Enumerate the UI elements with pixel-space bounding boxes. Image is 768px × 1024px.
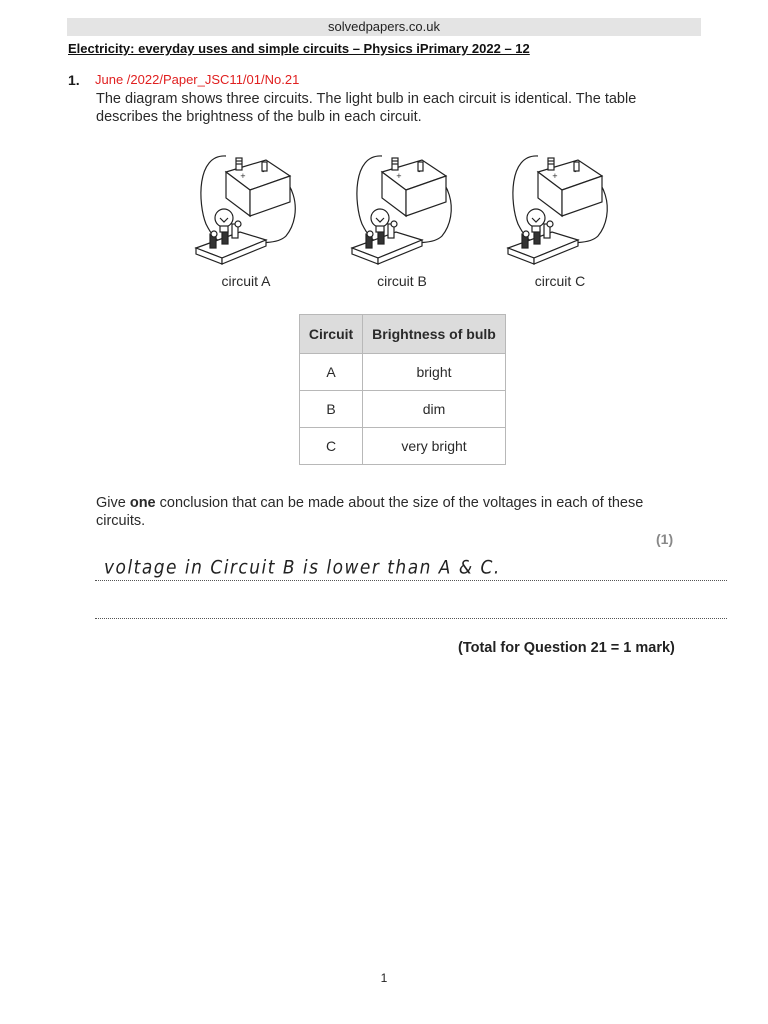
circuit-b-label: circuit B bbox=[377, 273, 427, 289]
table-row bbox=[300, 391, 506, 428]
handwritten-answer: voltage in Circuit B is lower than A & C. bbox=[104, 557, 501, 579]
circuit-a-drawing bbox=[196, 156, 295, 264]
question-total: (Total for Question 21 = 1 mark) bbox=[458, 640, 675, 656]
cell-circuit: C bbox=[300, 428, 363, 465]
question-stem: The diagram shows three circuits. The light bulb in each circuit is identical. The table describes the brightness of the bulb in each circuit. bbox=[96, 91, 637, 125]
site-banner: solvedpapers.co.uk bbox=[67, 18, 701, 36]
cell-brightness: very bright bbox=[363, 428, 506, 465]
cell-circuit: A bbox=[300, 354, 363, 391]
prompt-text-after: conclusion that can be made about the size of the voltages in each of these circuits. bbox=[96, 495, 644, 529]
circuit-c-drawing bbox=[508, 156, 607, 264]
question-prompt bbox=[96, 494, 656, 530]
circuit-a-label: circuit A bbox=[221, 273, 271, 289]
table-row bbox=[300, 428, 506, 465]
column-header-brightness: Brightness of bulb bbox=[363, 315, 506, 354]
circuit-c-label: circuit C bbox=[534, 273, 586, 289]
circuit-b-drawing bbox=[352, 156, 451, 264]
column-header-circuit: Circuit bbox=[300, 315, 363, 354]
prompt-text-before: Give bbox=[96, 495, 130, 511]
answer-line-1 bbox=[95, 580, 727, 581]
cell-brightness: dim bbox=[363, 391, 506, 428]
table-header-row bbox=[300, 315, 506, 354]
answer-line-2 bbox=[95, 618, 727, 619]
table-row bbox=[300, 354, 506, 391]
cell-circuit: B bbox=[300, 391, 363, 428]
prompt-emphasis: one bbox=[129, 495, 156, 511]
brightness-table bbox=[299, 314, 506, 465]
mark-allocation: (1) bbox=[656, 531, 674, 547]
question-reference: June /2022/Paper_JSC11/01/No.21 bbox=[95, 72, 300, 87]
cell-brightness: bright bbox=[363, 354, 506, 391]
page-number: 1 bbox=[380, 971, 388, 985]
question-number: 1. bbox=[68, 72, 80, 88]
topic-heading: Electricity: everyday uses and simple circuits – Physics iPrimary 2022 – 12 bbox=[68, 41, 530, 56]
